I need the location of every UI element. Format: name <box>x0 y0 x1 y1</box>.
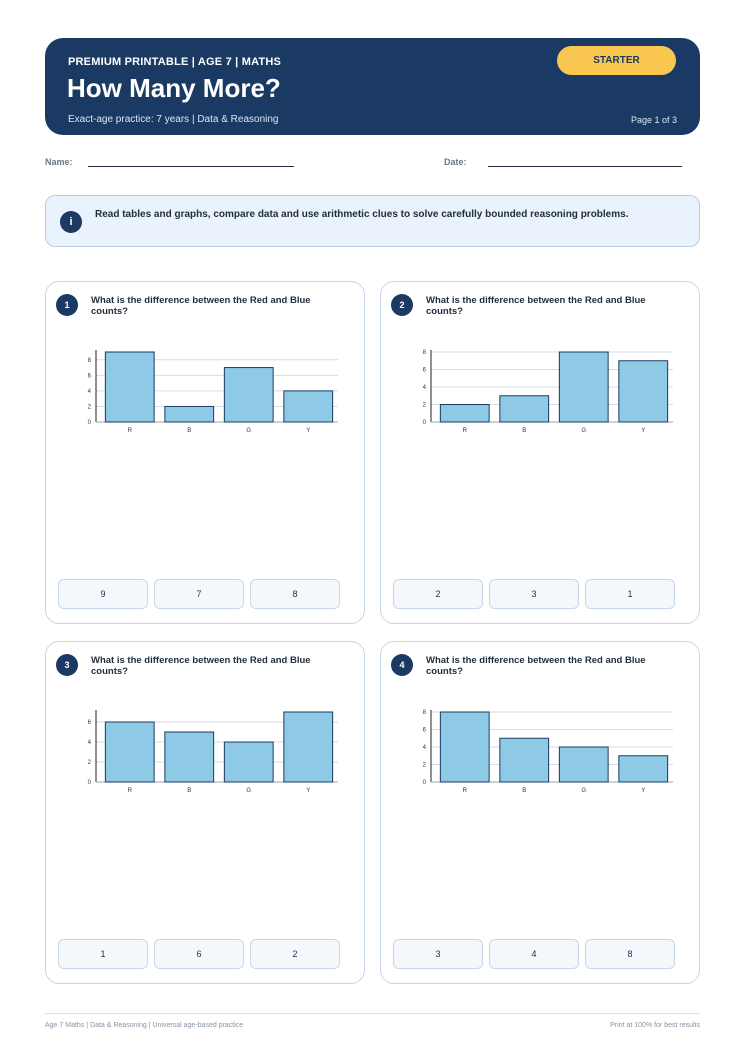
answer-option[interactable]: 1 <box>58 939 148 969</box>
bar <box>105 352 154 422</box>
worksheet-header <box>45 38 700 135</box>
bar-chart <box>76 704 356 804</box>
y-tick-label: 8 <box>87 357 91 364</box>
footer-divider <box>45 1013 700 1014</box>
bar <box>619 361 668 422</box>
answer-options <box>393 579 677 609</box>
x-tick-label: B <box>522 428 527 434</box>
answer-option[interactable]: 8 <box>585 939 675 969</box>
y-tick-label: 0 <box>87 780 91 786</box>
y-tick-label: 6 <box>87 720 91 726</box>
instructions-box <box>45 195 700 247</box>
answer-option[interactable]: 2 <box>393 579 483 609</box>
page-indicator: Page 1 of 3 <box>630 115 677 125</box>
x-tick-label: G <box>581 788 587 794</box>
info-icon: i <box>60 211 82 233</box>
bar <box>440 405 489 423</box>
question-text: What is the difference between the Red and Blue counts? <box>426 295 646 317</box>
name-line[interactable] <box>88 166 294 167</box>
y-tick-label: 0 <box>422 420 426 426</box>
y-tick-label: 0 <box>87 420 91 426</box>
y-tick-label: 6 <box>87 373 91 380</box>
question-number: 4 <box>391 654 413 676</box>
x-tick-label: Y <box>306 428 311 434</box>
bar <box>559 747 608 782</box>
x-tick-label: B <box>522 788 527 794</box>
y-tick-label: 4 <box>422 745 426 751</box>
answer-option[interactable]: 8 <box>250 579 340 609</box>
y-tick-label: 4 <box>87 740 91 746</box>
x-tick-label: G <box>581 428 587 434</box>
answer-option[interactable]: 9 <box>58 579 148 609</box>
bar <box>500 738 549 782</box>
bar <box>284 712 333 782</box>
x-tick-label: G <box>246 428 252 434</box>
x-tick-label: B <box>187 428 192 434</box>
bar <box>500 396 549 422</box>
instructions-text: Read tables and graphs, compare data and use arithmetic clues to solve carefully bounded reasoning problems. <box>95 209 629 220</box>
x-tick-label: B <box>187 788 192 794</box>
x-tick-label: Y <box>641 428 646 434</box>
y-tick-label: 8 <box>422 710 426 716</box>
answer-option[interactable]: 3 <box>489 579 579 609</box>
y-tick-label: 4 <box>87 388 91 395</box>
y-tick-label: 2 <box>87 404 91 411</box>
question-text: What is the difference between the Red and Blue counts? <box>91 655 311 677</box>
answer-option[interactable]: 7 <box>154 579 244 609</box>
bar <box>224 742 273 782</box>
y-tick-label: 8 <box>422 350 426 356</box>
page-title: How Many More? <box>67 73 281 103</box>
answer-options <box>393 939 677 969</box>
x-tick-label: R <box>127 788 132 794</box>
header-kicker: PREMIUM PRINTABLE | AGE 7 | MATHS <box>68 56 282 68</box>
y-tick-label: 0 <box>422 780 426 786</box>
answer-option[interactable]: 1 <box>585 579 675 609</box>
answer-option[interactable]: 2 <box>250 939 340 969</box>
bar-chart <box>411 344 691 444</box>
question-card-3 <box>45 641 365 984</box>
bar <box>165 732 214 782</box>
x-tick-label: Y <box>306 788 311 794</box>
x-tick-label: R <box>127 428 132 434</box>
bar-chart <box>411 704 691 804</box>
question-card-4 <box>380 641 700 984</box>
x-tick-label: Y <box>641 788 646 794</box>
question-card-2 <box>380 281 700 624</box>
y-tick-label: 2 <box>422 402 426 409</box>
question-number: 3 <box>56 654 78 676</box>
header-subtitle: Exact-age practice: 7 years | Data & Reasoning <box>68 114 279 125</box>
x-tick-label: G <box>246 788 252 794</box>
footer-right: Print at 100% for best results <box>610 1022 700 1029</box>
answer-options <box>58 579 342 609</box>
x-tick-label: R <box>462 428 467 434</box>
question-number: 2 <box>391 294 413 316</box>
x-tick-label: R <box>462 788 467 794</box>
answer-option[interactable]: 4 <box>489 939 579 969</box>
y-tick-label: 2 <box>422 762 426 769</box>
question-text: What is the difference between the Red and Blue counts? <box>426 655 646 677</box>
name-label: Name: <box>45 157 73 167</box>
bar <box>284 391 333 422</box>
y-tick-label: 6 <box>422 367 426 374</box>
bar-chart <box>76 344 356 444</box>
bar <box>440 712 489 782</box>
question-number: 1 <box>56 294 78 316</box>
y-tick-label: 6 <box>422 727 426 734</box>
bar <box>224 368 273 422</box>
bar <box>559 352 608 422</box>
date-line[interactable] <box>488 166 682 167</box>
question-card-1 <box>45 281 365 624</box>
bar <box>165 406 214 422</box>
bar <box>105 722 154 782</box>
answer-options <box>58 939 342 969</box>
date-label: Date: <box>444 157 467 167</box>
y-tick-label: 2 <box>87 760 91 766</box>
level-badge: STARTER <box>557 46 676 75</box>
question-text: What is the difference between the Red and Blue counts? <box>91 295 311 317</box>
y-tick-label: 4 <box>422 385 426 391</box>
answer-option[interactable]: 3 <box>393 939 483 969</box>
answer-option[interactable]: 6 <box>154 939 244 969</box>
footer-left: Age 7 Maths | Data & Reasoning | Universal age-based practice <box>45 1022 244 1029</box>
bar <box>619 756 668 782</box>
